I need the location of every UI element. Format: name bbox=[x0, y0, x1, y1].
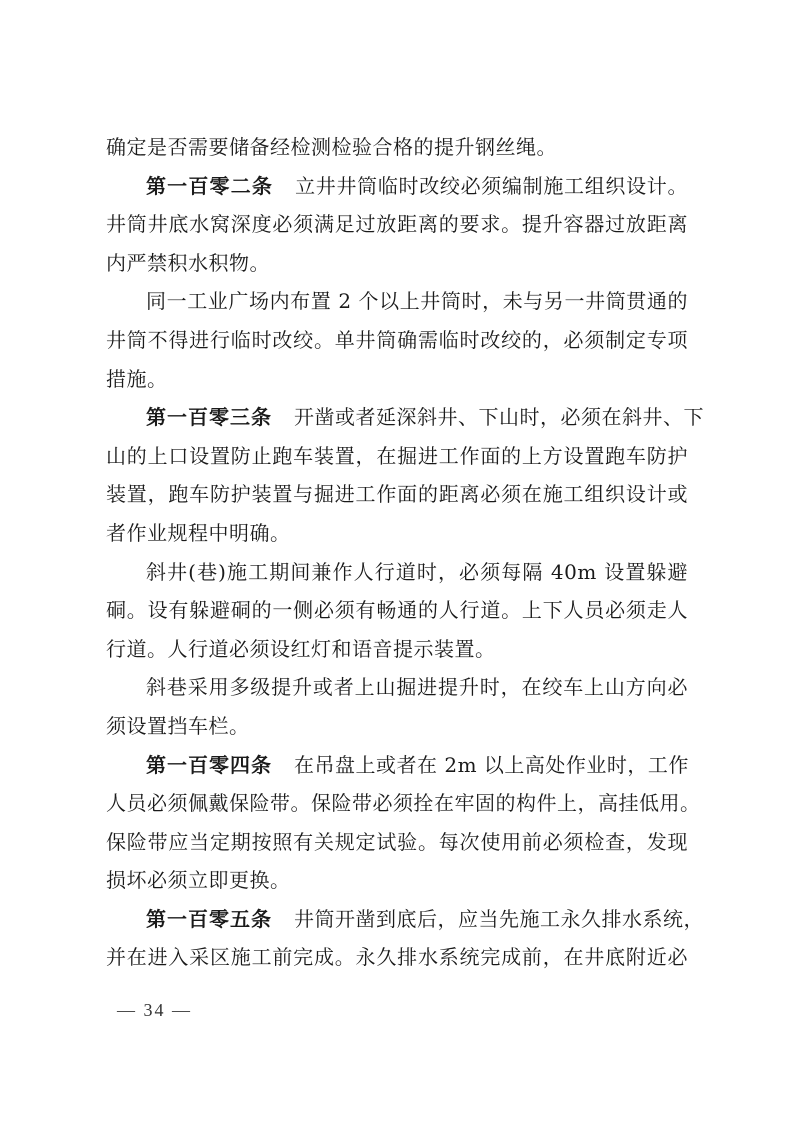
text-line bbox=[106, 282, 688, 321]
line-text: 立井井筒临时改绞必须编制施工组织设计。 bbox=[295, 173, 688, 198]
article-heading: 第一百零四条 bbox=[146, 752, 272, 777]
article-heading: 第一百零二条 bbox=[146, 173, 274, 198]
line-text: 开凿或者延深斜井、下山时，必须在斜井、下 bbox=[294, 405, 704, 430]
line-text: 保险带应当定期按照有关规定试验。每次使用前必须检查，发现 bbox=[106, 829, 688, 854]
text-line bbox=[106, 591, 688, 630]
text-line bbox=[106, 784, 701, 823]
line-text: 行道。人行道必须设红灯和语音提示装置。 bbox=[106, 636, 496, 661]
line-text: 硐。设有躲避硐的一侧必须有畅通的人行道。上下人员必须走人 bbox=[106, 598, 688, 623]
line-text: 井筒开凿到底后，应当先施工永久排水系统， bbox=[294, 906, 704, 931]
line-text: 井筒不得进行临时改绞。单井筒确需临时改绞的，必须制定专项 bbox=[106, 327, 688, 352]
text-line bbox=[106, 823, 688, 862]
line-text: 斜巷采用多级提升或者上山掘进提升时，在绞车上山方向必 bbox=[146, 675, 688, 700]
text-line bbox=[106, 128, 688, 167]
text-line bbox=[106, 514, 688, 553]
line-text: 装置，跑车防护装置与掘进工作面的距离必须在施工组织设计或 bbox=[106, 482, 688, 507]
text-line bbox=[106, 553, 688, 592]
line-text: 在吊盘上或者在 2m 以上高处作业时，工作 bbox=[294, 752, 689, 777]
line-text: 措施。 bbox=[106, 366, 168, 391]
text-line bbox=[106, 437, 688, 476]
text-line bbox=[106, 360, 688, 399]
page-number: — 34 — bbox=[117, 1000, 192, 1020]
line-text: 同一工业广场内布置 2 个以上井筒时，未与另一井筒贯通的 bbox=[146, 289, 688, 314]
text-line bbox=[106, 746, 688, 785]
text-line bbox=[106, 475, 688, 514]
text-line bbox=[106, 938, 688, 977]
article-heading: 第一百零三条 bbox=[146, 405, 272, 430]
document-body bbox=[106, 128, 704, 977]
line-text: 斜井(巷)施工期间兼作人行道时，必须每隔 40m 设置躲避 bbox=[146, 559, 688, 584]
text-line bbox=[106, 668, 688, 707]
text-line bbox=[106, 398, 704, 437]
line-text: 并在进入采区施工前完成。永久排水系统完成前，在井底附近必 bbox=[106, 945, 688, 970]
text-line bbox=[106, 205, 688, 244]
line-text: 山的上口设置防止跑车装置，在掘进工作面的上方设置跑车防护 bbox=[106, 443, 688, 468]
article-heading: 第一百零五条 bbox=[146, 906, 272, 931]
line-text: 内严禁积水积物。 bbox=[106, 250, 270, 275]
line-text: 确定是否需要储备经检测检验合格的提升钢丝绳。 bbox=[106, 135, 557, 159]
line-text: 井筒井底水窝深度必须满足过放距离的要求。提升容器过放距离 bbox=[106, 212, 688, 237]
text-line bbox=[106, 244, 688, 283]
line-text: 人员必须佩戴保险带。保险带必须拴在牢固的构件上，高挂低用。 bbox=[106, 791, 701, 816]
text-line bbox=[106, 630, 688, 669]
text-line bbox=[106, 321, 688, 360]
line-text: 须设置挡车栏。 bbox=[106, 713, 250, 738]
text-line bbox=[106, 900, 704, 939]
text-line bbox=[106, 707, 688, 746]
text-line bbox=[106, 167, 688, 206]
line-text: 损坏必须立即更换。 bbox=[106, 868, 291, 893]
text-line bbox=[106, 861, 688, 900]
line-text: 者作业规程中明确。 bbox=[106, 520, 291, 545]
